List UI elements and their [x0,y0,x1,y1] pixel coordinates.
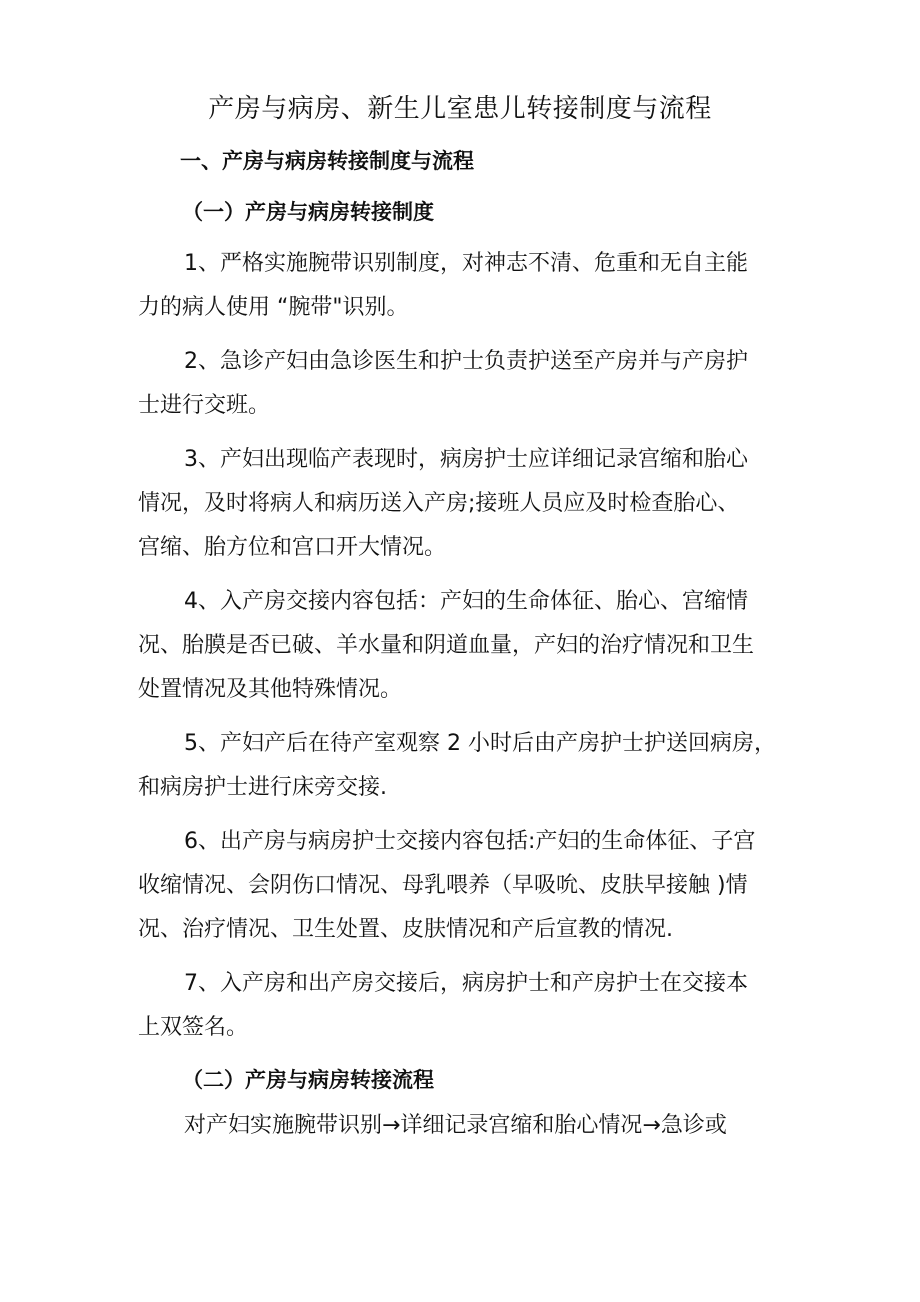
section-heading: 一、产房与病房转接制度与流程 [180,149,474,173]
subsection-heading: （一）产房与病房转接制度 [182,200,434,224]
paragraph-line: 4、入产房交接内容包括：产妇的生命体征、胎心、宫缩情 [184,589,748,614]
paragraph [138,962,798,1050]
paragraph [138,820,798,952]
paragraph [138,438,798,570]
paragraph-line: 情况，及时将病人和病历送入产房;接班人员应及时检查胎心、 [138,491,740,516]
paragraph-line: 况、治疗情况、卫生处置、皮肤情况和产后宣教的情况. [138,917,673,942]
paragraph [138,242,798,330]
paragraph-line: 宫缩、胎方位和宫口开大情况。 [138,535,447,560]
paragraph-line: 7、入产房和出产房交接后，病房护士和产房护士在交接本 [184,971,748,996]
paragraph-line: 1、严格实施腕带识别制度，对神志不清、危重和无自主能 [184,251,748,276]
paragraph-line: 士进行交班。 [138,393,271,418]
paragraph-line: 5、产妇产后在待产室观察 2 小时后由产房护士护送回病房， [184,731,776,756]
paragraph-line: 2、急诊产妇由急诊医生和护士负责护送至产房并与产房护 [184,349,748,374]
document-title: 产房与病房、新生儿室患儿转接制度与流程 [208,94,712,124]
paragraph [138,340,798,428]
paragraph-line: 处置情况及其他特殊情况。 [138,677,403,702]
paragraph-line: 6、出产房与病房护士交接内容包括:产妇的生命体征、子宫 [184,829,756,854]
subsection-heading: （二）产房与病房转接流程 [182,1068,434,1092]
paragraph [138,580,798,712]
paragraph [138,722,798,810]
flow-paragraph: 对产妇实施腕带识别→详细记录宫缩和胎心情况→急诊或 [184,1113,727,1138]
paragraph-line: 况、胎膜是否已破、羊水量和阴道血量，产妇的治疗情况和卫生 [138,633,755,658]
paragraph-line: 收缩情况、会阴伤口情况、母乳喂养（早吸吮、皮肤早接触 )情 [138,873,748,898]
document-body [138,242,798,1060]
paragraph-line: 力的病人使用 “腕带"识别。 [138,295,409,320]
paragraph-line: 3、产妇出现临产表现时，病房护士应详细记录宫缩和胎心 [184,447,748,472]
paragraph-line: 上双签名。 [138,1015,249,1040]
paragraph-line: 和病房护士进行床旁交接. [138,775,387,800]
